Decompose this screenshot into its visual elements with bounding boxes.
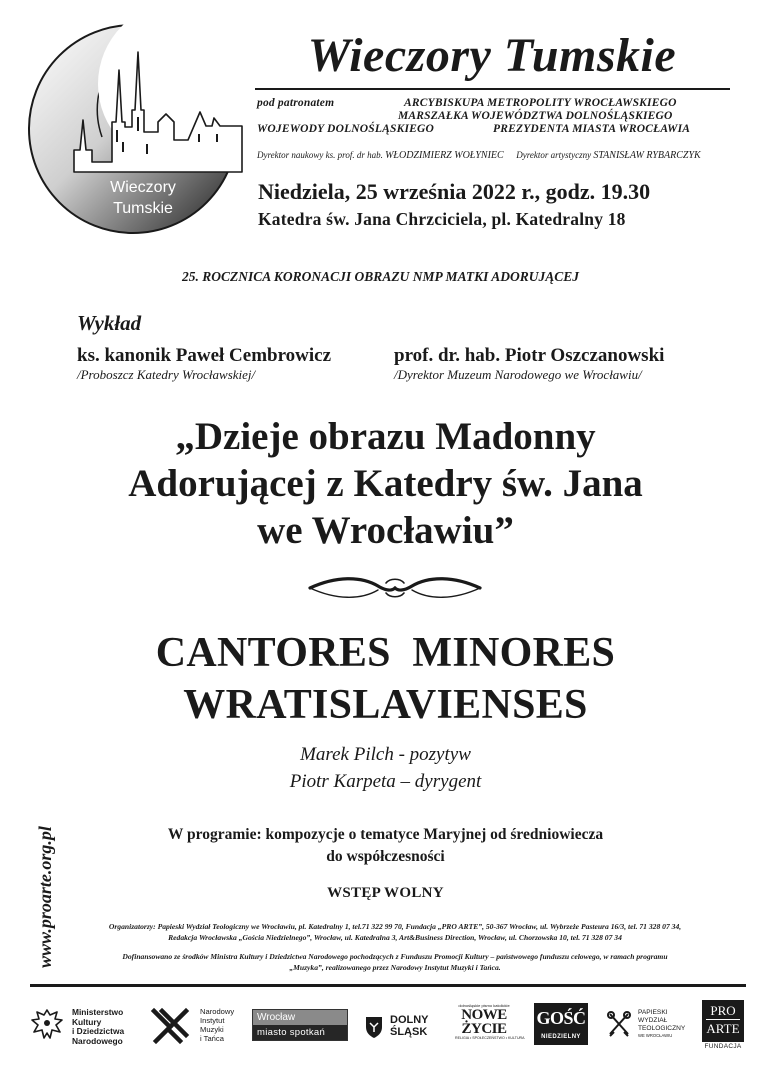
wroclaw-city-logo <box>252 1009 348 1041</box>
choir-name-line-1: CANTORES MINORES <box>155 630 616 676</box>
eagle-emblem-icon <box>30 1006 64 1044</box>
ministry-line-3: i Dziedzictwa <box>72 1026 125 1037</box>
pwt-line-2: WYDZIAŁ <box>638 1016 668 1024</box>
program-line-1: W programie: kompozycje o tematyce Maryjnej od średniowiecza <box>167 826 604 843</box>
nowe-zycie-bottom: RELIGIA • SPOŁECZEŃSTWO • KULTURA <box>455 1036 525 1040</box>
speaker-2-role: /Dyrektor Muzeum Narodowego we Wrocławiu/ <box>394 367 642 382</box>
wieczory-tumskie-logo <box>28 22 244 236</box>
scientific-director <box>257 151 701 161</box>
artistic-director-name: STANISŁAW RYBARCZYK <box>593 150 701 161</box>
nimit-line-3: Muzyki <box>200 1025 224 1034</box>
funding-line-2: „Muzyka”, realizowanego przez Narodowy Instytut Muzyki i Tańca. <box>289 962 501 972</box>
funding-line-1: Dofinansowano ze środków Ministra Kultury i Dziedzictwa Narodowego pochodzących z Funduszu Promocji Kultury – państwowego funduszu celowego, w ramach programu <box>122 952 668 961</box>
lecture-title-line-3: we Wrocławiu” <box>257 509 514 552</box>
nowe-zycie-top: dolnośląskie pismo katolickie <box>458 1003 510 1008</box>
dolny-slask-line-1: DOLNY <box>390 1014 429 1026</box>
event-series-title: Wieczory Tumskie <box>307 29 677 82</box>
organizers-line-2: Redakcja Wrocławska „Gościa Niedzielnego”, Wrocław, ul. Katedralna 3, Art&Business Direction, Wrocław, ul. Chorzowska 10, tel. 71 328 07 34 <box>168 932 622 942</box>
gosc-main: GOŚĆ <box>536 1008 586 1028</box>
artistic-director-label: Dyrektor artystyczny <box>516 150 592 160</box>
choir-name <box>0 627 771 731</box>
organizers-text <box>30 922 760 943</box>
title-divider <box>255 88 730 90</box>
scientific-director-name: WŁODZIMIERZ WOŁYNIEC <box>385 150 504 161</box>
performer-2: Piotr Karpeta – dyrygent <box>289 771 482 792</box>
nowe-zycie-main-2: ŻYCIE <box>461 1021 507 1037</box>
dolny-slask-line-2: ŚLĄSK <box>390 1026 428 1038</box>
footer-divider <box>30 984 746 987</box>
wroclaw-line-2: miasto spotkań <box>253 1025 347 1040</box>
scientific-director-label: Dyrektor naukowy ks. prof. dr hab. <box>257 150 383 160</box>
nimit-line-2: Instytut <box>200 1016 225 1025</box>
lecture-title-line-1: „Dzieje obrazu Madonny <box>175 415 596 458</box>
lecture-title <box>0 413 771 554</box>
pwt-line-3: TEOLOGICZNY <box>638 1024 686 1032</box>
patron-mayor: PREZYDENTA MIASTA WROCŁAWIA <box>493 123 691 135</box>
gosc-sub: NIEDZIELNY <box>541 1034 581 1040</box>
patron-archbishop: ARCYBISKUPA METROPOLITY WROCŁAWSKIEGO <box>404 97 677 109</box>
choir-name-line-2: WRATISLAVIENSES <box>183 682 588 728</box>
free-entry: WSTĘP WOLNY <box>327 885 444 901</box>
pro-arte-line-2: ARTE <box>706 1021 740 1036</box>
program-description <box>0 824 771 868</box>
anniversary-text: 25. ROCZNICA KORONACJI OBRAZU NMP MATKI ADORUJĄCEJ <box>182 269 579 284</box>
pro-arte-line-1: PRO <box>710 1003 736 1018</box>
patron-voivode: WOJEWODY DOLNOŚLĄSKIEGO <box>257 123 435 135</box>
wroclaw-line-1: Wrocław <box>253 1010 347 1025</box>
nimit-line-1: Narodowy <box>200 1007 235 1016</box>
gosc-niedzielny-logo <box>534 1003 588 1045</box>
pwt-line-4: WE WROCŁAWIU <box>638 1033 673 1039</box>
speaker-1-role: /Proboszcz Katedry Wrocławskiej/ <box>77 367 256 382</box>
pwt-line-1: PAPIESKI <box>638 1009 668 1016</box>
lecture-title-line-2: Adorującej z Katedry św. Jana <box>128 462 643 505</box>
nowe-zycie-logo <box>455 1003 525 1047</box>
dolny-slask-logo <box>364 1013 444 1041</box>
event-place: Katedra św. Jana Chrzciciela, pl. Katedralny 18 <box>258 209 626 229</box>
nowe-zycie-main-1: NOWE <box>461 1007 507 1023</box>
nimit-mark-icon <box>150 1007 190 1045</box>
papal-keys-icon <box>606 1010 632 1038</box>
speaker-2-name: prof. dr. hab. Piotr Oszczanowski <box>394 345 665 366</box>
speaker-1-name: ks. kanonik Paweł Cembrowicz <box>77 345 332 366</box>
ministry-line-2: Kultury <box>72 1016 102 1027</box>
ministry-culture-logo <box>30 1004 142 1048</box>
pro-arte-line-3: FUNDACJA <box>704 1043 742 1050</box>
ministry-line-4: Narodowego <box>72 1035 123 1046</box>
patron-marshal: MARSZAŁKA WOJEWÓDZTWA DOLNOŚLĄSKIEGO <box>398 110 673 122</box>
logo-text-line1: Wieczory <box>110 179 176 196</box>
program-line-2: do współczesności <box>326 848 445 865</box>
funding-text <box>30 952 760 973</box>
performer-1: Marek Pilch - pozytyw <box>300 744 471 765</box>
flourish-divider-icon <box>306 574 484 602</box>
website-url[interactable]: www.proarte.org.pl <box>35 826 55 968</box>
organizers-line-1: Organizatorzy: Papieski Wydział Teologiczny we Wrocławiu, pl. Katedralny 1, tel.71 322 99 70, Fundacja „PRO ARTE”, 50-367 Wrocław, ul. Wybrzeże Pasteura 16/3, tel. 71 328 07 34, <box>108 922 682 931</box>
nimit-line-4: i Tańca <box>200 1034 224 1043</box>
ministry-line-1: Ministerstwo <box>72 1007 124 1017</box>
pro-arte-logo <box>702 1000 744 1054</box>
nimit-logo <box>150 1005 242 1047</box>
patronage-intro: pod patronatem <box>257 97 335 109</box>
lecture-heading: Wykład <box>77 311 142 335</box>
regional-crest-icon <box>364 1015 384 1039</box>
logo-text-line2: Tumskie <box>113 200 173 217</box>
anniversary-line <box>0 270 771 284</box>
pwt-logo <box>606 1008 692 1042</box>
event-date: Niedziela, 25 września 2022 r., godz. 19.30 <box>258 179 651 204</box>
